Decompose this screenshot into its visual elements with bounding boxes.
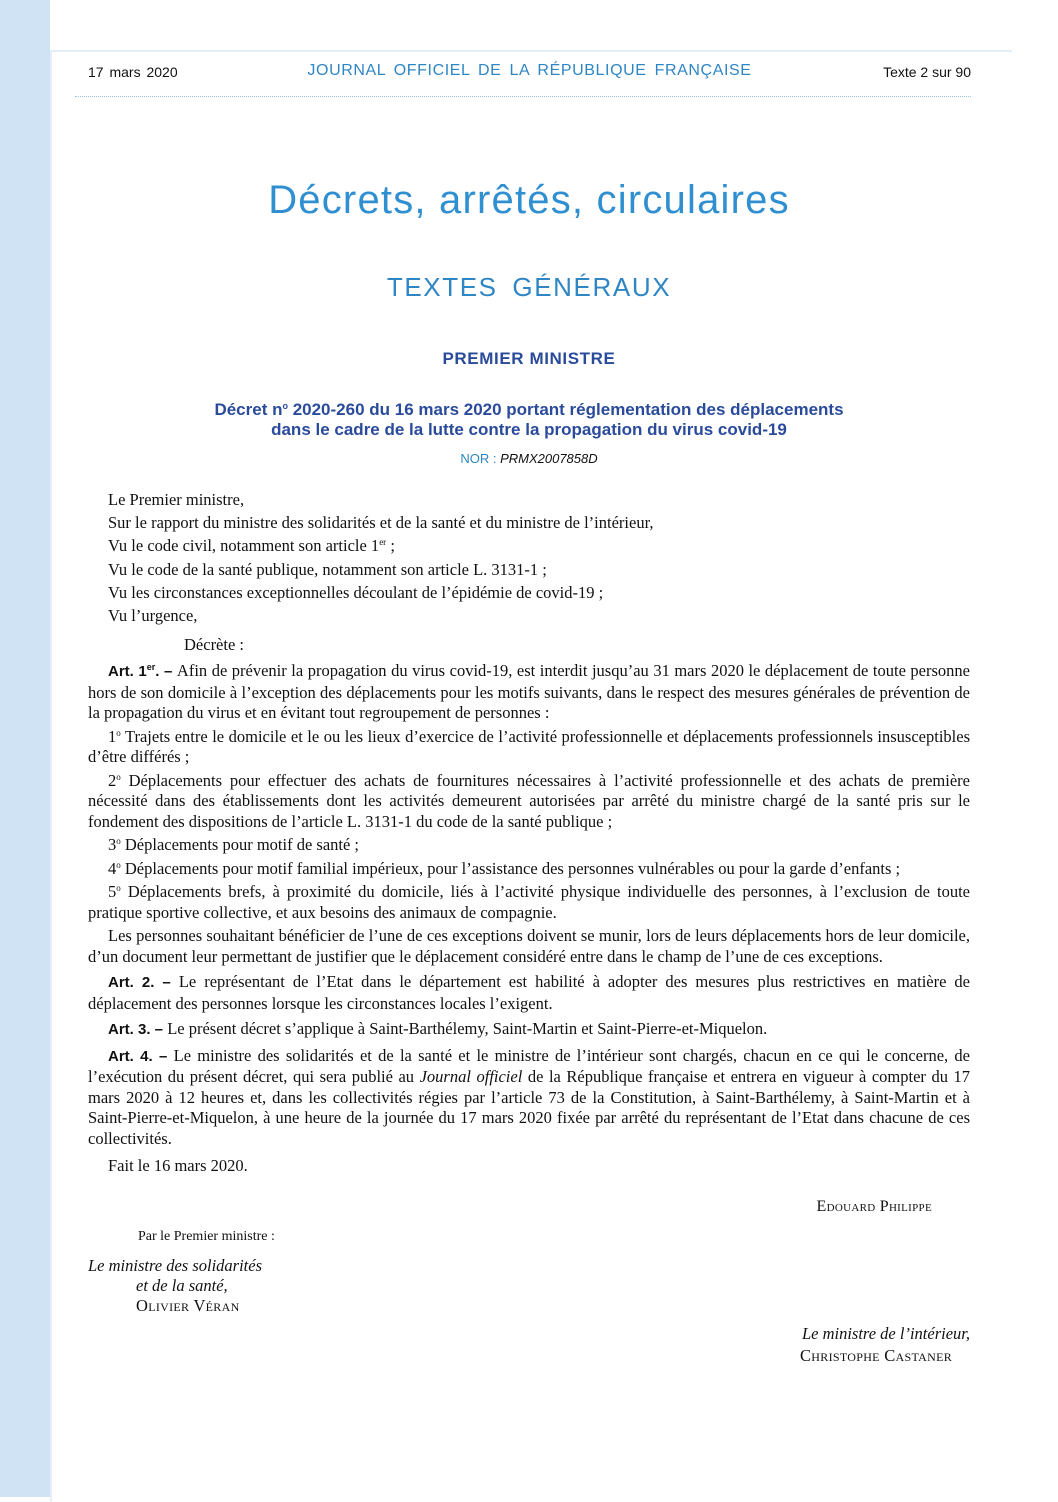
nor-reference (0, 451, 1058, 466)
decree-body (88, 488, 970, 1177)
nor-label: NOR : (460, 451, 501, 466)
left-margin-band (0, 0, 50, 1497)
article-1-item: 5$^o$ Déplacements brefs, à proximité du domicile, liés à l’activité physique individuelle des personnes, à l’exclusion de toute pratique sportive collective, et aux besoins des animaux de compagnie. (88, 882, 970, 922)
article-label: Art. 4. – (108, 1047, 174, 1065)
header-date: 17 mars 2020 (88, 64, 178, 80)
decree-title-line-1: Décret $n^o$ 2020-260 du 16 mars 2020 portant réglementation des déplacements (214, 400, 844, 419)
visa-line: Sur le rapport du ministre des solidarités et de la santé et du ministre de l’intérieur, (108, 513, 654, 533)
visa-line: Vu le code de la santé publique, notamment son article L. 3131-1 ; (108, 559, 547, 579)
article-2: Art. 2. – Le représentant de l’Etat dans le département est habilité à adopter des mesures plus restrictives en matière de déplacement des personnes lorsque les circonstances locales l’exigent. (88, 972, 970, 1013)
visas (88, 488, 970, 656)
sub-title: TEXTES GÉNÉRAUX (386, 272, 672, 302)
page-header (88, 64, 971, 84)
signature-prime-minister: Edouard Philippe (816, 1198, 932, 1215)
article-1: Art. 1er. – Afin de prévenir la propagation du virus covid-19, est interdit jusqu’au 31 mars 2020 le déplacement de toute personne hors de son domicile à l’exception des déplacements pour les motifs suivants, dans le respect des mesures générales de prévention de la propagation du virus et en évitant tout regroupement de personnes : (88, 661, 970, 723)
article-1-item: 3$^o$ Déplacements pour motif de santé ; (108, 835, 360, 855)
ministry-heading: PREMIER MINISTRE (442, 349, 616, 368)
article-label: Art. 2. – (108, 974, 179, 992)
visa-line: Vu les circonstances exceptionnelles découlant de l’épidémie de covid-19 ; (108, 582, 604, 602)
article-1-closing: Les personnes souhaitant bénéficier de l’une de ces exceptions doivent se munir, lors de leurs déplacements hors de leur domicile, d’un document leur permettant de justifier que le déplacement considéré entre dans le champ de l’une de ces exceptions. (88, 926, 970, 966)
article-4: Art. 4. – Le ministre des solidarités et de la santé et le ministre de l’intérieur sont chargés, chacun en ce qui le concerne, de l’exécution du présent décret, qui sera publié au Journal officiel de la République française et entrera en vigueur à compter du 17 mars 2020 à 12 heures et, dans les collectivités régies par l’article 73 de la Constitution, à Saint-Barthélemy, à Saint-Martin et à Saint-Pierre-et-Miquelon, à une heure de la journée du 17 mars 2020 fixée par arrêté du représentant de l’Etat dans chacune de ces collectivités. (88, 1045, 970, 1148)
section-title: Décrets, arrêtés, circulaires (268, 178, 790, 222)
article-label: Art. 3. – (108, 1021, 168, 1039)
signing-date: Fait le 16 mars 2020. (108, 1156, 248, 1176)
header-journal-title: JOURNAL OFFICIEL DE LA RÉPUBLIQUE FRANÇAISE (307, 62, 752, 79)
visa-line: Vu l’urgence, (108, 606, 198, 626)
article-label: Art. 1er. – (108, 662, 177, 681)
article-3: Art. 3. – Le présent décret s’applique à Saint-Barthélemy, Saint-Martin et Saint-Pierre-et-Miquelon. (108, 1019, 768, 1039)
signature-by-order: Par le Premier ministre : (138, 1229, 275, 1244)
signature-health-minister: Le ministre des solidarités et de la santé, Olivier Véran (88, 1256, 263, 1315)
visa-line: Le Premier ministre, (108, 490, 245, 509)
article-1-item: 2$^o$ Déplacements pour effectuer des achats de fournitures nécessaires à l’activité professionnelle et des achats de première nécessité dans des établissements dont les activités demeurent autorisées par arrêté du ministre chargé de la santé pris sur le fondement des dispositions de l’article L. 3131-1 du code de la santé publique ; (88, 770, 970, 831)
header-page-number: Texte 2 sur 90 (883, 64, 971, 80)
article-1-item: 4$^o$ Déplacements pour motif familial impérieux, pour l’assistance des personnes vulnérables ou pour la garde d’enfants ; (108, 858, 901, 878)
nor-value: PRMX2007858D (500, 451, 598, 466)
signature-interior-minister: Le ministre de l’intérieur, Christophe Castaner (800, 1324, 970, 1365)
decrete-line: Décrète : (184, 635, 244, 655)
article-1-item: 1$^o$ Trajets entre le domicile et le ou les lieux d’exercice de l’activité professionnelle et déplacements professionnels insusceptibles d’être différés ; (88, 726, 970, 767)
decree-title-line-2: dans le cadre de la lutte contre la propagation du virus covid-19 (271, 420, 787, 439)
header-divider (75, 96, 971, 97)
visa-line: Vu le code civil, notamment son article 1er ; (108, 536, 395, 556)
decree-title (0, 400, 1058, 440)
